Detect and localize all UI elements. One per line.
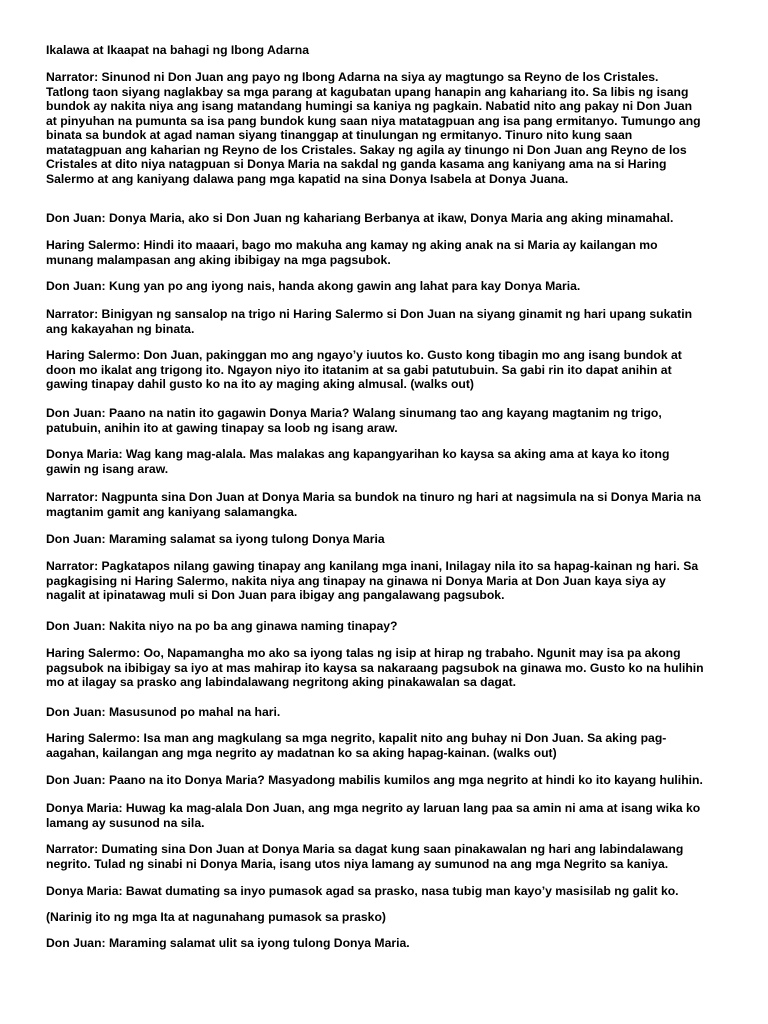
paragraph-dialogue (46, 532, 736, 547)
text-line: gawin ng isang araw. (46, 461, 169, 476)
paragraph-narrator (46, 842, 736, 871)
text-line: Donya Maria: Huwag ka mag-alala Don Juan, ang mga negrito ay laruan lang paa sa amin ni ama at isang wika ko (46, 801, 701, 815)
text-line: matatagpuan ang kaharian ng Reyno de los Cristales. Sakay ng agila ay tinungo ni Don Juan ang Reyno de los (46, 142, 687, 157)
text-line: Narrator: Binigyan ng sansalop na trigo ni Haring Salermo si Don Juan na siyang ginamit ng hari upang sukatin (46, 307, 693, 321)
text-line: Don Juan: Nakita niyo na po ba ang ginawa naming tinapay? (46, 619, 398, 633)
text-line: Don Juan: Maraming salamat ulit sa iyong tulong Donya Maria. (46, 936, 410, 950)
text-line: Narrator: Sinunod ni Don Juan ang payo ng Ibong Adarna na siya ay magtungo sa Reyno de los Cristales. (46, 70, 659, 84)
paragraph-dialogue (46, 279, 736, 294)
text-line: Donya Maria: Wag kang mag-alala. Mas malakas ang kapangyarihan ko kaysa sa aking ama at kaya ko itong (46, 447, 670, 461)
text-line: Narrator: Nagpunta sina Don Juan at Donya Maria sa bundok na tinuro ng hari at nagsimula na si Donya Maria na (46, 490, 701, 504)
text-line: munang malampasan ang aking ibibigay na mga pagsubok. (46, 252, 391, 267)
text-line: (Narinig ito ng mga Ita at nagunahang pumasok sa prasko) (46, 910, 386, 924)
text-line: lamang ay susunod na sila. (46, 815, 205, 830)
text-line: Haring Salermo: Isa man ang magkulang sa mga negrito, kapalit nito ang buhay ni Don Juan. Sa aking pag- (46, 731, 667, 745)
text-line: binata sa bundok at agad naman siyang tinanggap at tinulungan ng ermitanyo. Tinuro nito kung saan (46, 128, 633, 142)
paragraph-dialogue (46, 646, 736, 690)
text-line: Don Juan: Donya Maria, ako si Don Juan ng kahariang Berbanya at ikaw, Donya Maria ang aking minamahal. (46, 211, 674, 225)
text-line: nagalit at ipinatawag muli si Don Juan para ibigay ang pangalawang pagsubok. (46, 588, 505, 602)
text-line: Don Juan: Masusunod po mahal na hari. (46, 705, 281, 719)
text-line: pagsubok na ibibigay sa iyo at mas mahirap ito kaysa sa nakaraang pagsubok na ginawa mo. Gusto ko na hulihin (46, 660, 704, 675)
text-line: Tatlong taon siyang naglakbay sa mga parang at kagubatan upang hanapin ang kahariang ito. Sa libis ng isang (46, 84, 689, 99)
text-line: bundok ay nakita niya ang isang matandang humingi sa kaniya ng pagkain. Nabatid nito ang pakay ni Don Juan (46, 99, 693, 113)
paragraph-dialogue (46, 705, 736, 720)
document-title: Ikalawa at Ikaapat na bahagi ng Ibong Adarna (46, 43, 309, 57)
text-line: Cristales at dito niya natagpuan si Donya Maria na sakdal ng ganda kasama ang kaniyang ama na si Haring (46, 157, 667, 171)
text-line: aagahan, kailangan ang mga negrito ay madatnan ko sa aking hapag-kainan. (walks out) (46, 745, 557, 760)
text-line: Haring Salermo: Oo, Napamangha mo ako sa iyong talas ng isip at hirap ng trabaho. Ngunit may isa pa akong (46, 646, 681, 660)
paragraph-narrator-intro (46, 70, 736, 186)
text-line: mo at ilagay sa prasko ang labindalawang negritong aking pinakawalan sa dagat. (46, 675, 517, 689)
text-line: Salermo at ang kaniyang dalawa pang mga kapatid na sina Donya Isabela at Donya Juana. (46, 171, 569, 186)
text-line: Narrator: Dumating sina Don Juan at Donya Maria sa dagat kung saan pinakawalan ng hari ang labindalawang (46, 842, 684, 856)
text-line: at pinyuhan na pumunta sa isa pang bundok kung saan niya matatagpuan ang isa pang ermitanyo. Tumungo ang (46, 113, 701, 128)
paragraph-narrator (46, 559, 736, 603)
paragraph-dialogue (46, 619, 736, 634)
paragraph-narrator (46, 490, 736, 519)
paragraph-dialogue (46, 731, 736, 760)
paragraph-dialogue (46, 884, 736, 899)
text-line: Donya Maria: Bawat dumating sa inyo pumasok agad sa prasko, nasa tubig man kayo’y masisilab ng galit ko. (46, 884, 679, 898)
paragraph-dialogue (46, 211, 736, 226)
text-line: pagkagising ni Haring Salermo, nakita niya ang tinapay na ginawa ni Donya Maria at Don Juan kaya siya ay (46, 573, 666, 588)
text-line: magtanim gamit ang kaniyang salamangka. (46, 504, 298, 519)
text-line: patubuin, anihin ito at gawing tinapay sa loob ng isang araw. (46, 420, 398, 435)
text-line: Narrator: Pagkatapos nilang gawing tinapay ang kanilang mga inani, Inilagay nila ito sa hapag-kainan ng hari. Sa (46, 559, 699, 573)
text-line: Don Juan: Paano na ito Donya Maria? Masyadong mabilis kumilos ang mga negrito at hindi ko ito kayang hulihin. (46, 773, 703, 787)
text-line: ang kakayahan ng binata. (46, 321, 195, 336)
paragraph-dialogue (46, 801, 736, 830)
text-line: Don Juan: Kung yan po ang iyong nais, handa akong gawin ang lahat para kay Donya Maria. (46, 279, 581, 293)
paragraph-dialogue (46, 348, 736, 392)
text-line: gawing tinapay dahil gusto ko na ito ay maging aking almusal. (walks out) (46, 377, 474, 391)
text-line: Haring Salermo: Don Juan, pakinggan mo ang ngayo’y iuutos ko. Gusto kong tibagin mo ang isang bundok at (46, 348, 682, 362)
paragraph-stage-direction (46, 910, 736, 925)
text-line: Don Juan: Maraming salamat sa iyong tulong Donya Maria (46, 532, 385, 546)
paragraph-dialogue (46, 447, 736, 476)
text-line: Haring Salermo: Hindi ito maaari, bago mo makuha ang kamay ng aking anak na si Maria ay kailangan mo (46, 238, 658, 252)
text-line: negrito. Tulad ng sinabi ni Donya Maria, isang utos niya lamang ay sumunod na ang mga Negrito sa kaniya. (46, 856, 669, 871)
paragraph-dialogue (46, 773, 736, 788)
text-line: Don Juan: Paano na natin ito gagawin Donya Maria? Walang sinumang tao ang kayang magtanim ng trigo, (46, 406, 662, 420)
text-line: doon mo ikalat ang trigong ito. Ngayon niyo ito itatanim at sa gabi patutubuin. Sa gabi rin ito dapat anihin at (46, 362, 672, 377)
paragraph-dialogue (46, 238, 736, 267)
paragraph-dialogue (46, 406, 736, 435)
paragraph-narrator (46, 307, 736, 336)
paragraph-dialogue (46, 936, 736, 951)
